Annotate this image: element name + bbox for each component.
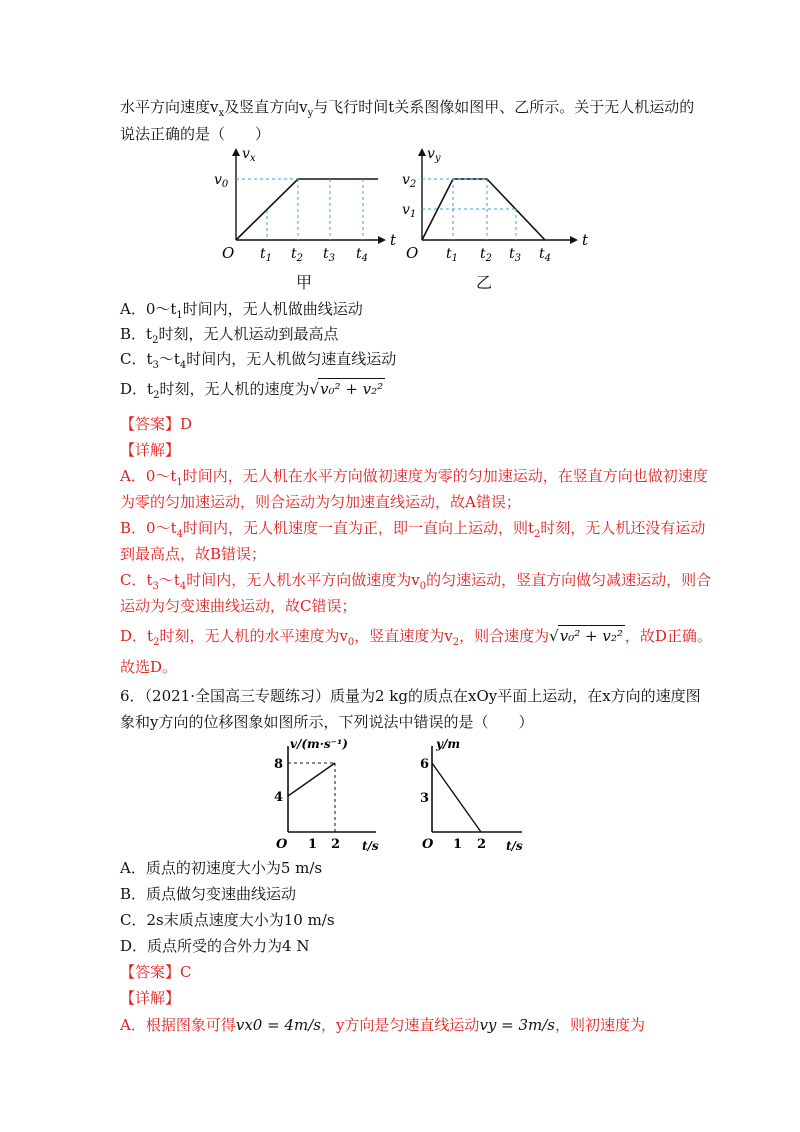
q6-stem-line-1: 6．（2021·全国高三专题练习）质量为2 kg的质点在xOy平面上运动，在x方向的速度图 — [120, 687, 701, 705]
tick-6: 6 — [420, 757, 430, 772]
graph-label-jia: 甲 — [296, 273, 313, 292]
q5-detail-c-2: 运动为匀变速曲线运动，故C错误； — [120, 597, 357, 615]
q5-graph-vx — [214, 146, 397, 264]
vx-line — [288, 763, 335, 796]
q5-detail-d-1: D．$t_2$时刻，无人机的水平速度为$v_0$，竖直速度为$v_2$，则合速度为√v₀² + v₂² ，故D正确。 — [120, 627, 712, 648]
q5-graph-vy — [402, 146, 589, 264]
t2-tick-label: $t_2$ — [480, 246, 493, 264]
vx-axis-label: $v_x$ — [242, 146, 256, 164]
q6-stem-line-2: 象和y方向的位移图象如图所示，下列说法中错误的是（ ） — [120, 713, 534, 731]
y-line — [432, 763, 481, 832]
tick-1: 1 — [308, 837, 318, 852]
vy-axis-label: $v_y$ — [427, 146, 441, 164]
q6-graph-y — [420, 737, 523, 853]
y-axis-label: y/m — [436, 737, 461, 751]
tick-2: 2 — [477, 837, 487, 852]
y-axis-arrow — [232, 148, 240, 156]
t-axis-label: t/s — [362, 839, 379, 853]
x-axis-arrow — [570, 236, 578, 244]
vx-line — [236, 179, 378, 240]
t2-tick-label: $t_2$ — [291, 246, 304, 264]
q5-option-a: A．$0\sim t_1$时间内，无人机做曲线运动 — [120, 300, 363, 321]
v-axis-label: v/(m·s⁻¹) — [290, 737, 348, 751]
q5-stem-line-2: 说法正确的是（ ） — [120, 125, 271, 143]
q5-option-d: D．$t_2$时刻，无人机的速度为√v₀² + v₂² — [120, 380, 384, 401]
q5-detail-b-2: 到最高点，故B错误； — [120, 545, 267, 563]
t4-tick-label: $t_4$ — [539, 246, 552, 264]
origin-label: O — [406, 244, 419, 262]
q5-answer: 【答案】D — [120, 415, 193, 433]
v2-tick-label: $v_2$ — [402, 172, 417, 190]
t1-tick-label: $t_1$ — [446, 246, 459, 264]
tick-2: 2 — [331, 837, 341, 852]
q5-option-b: B．$t_2$时刻，无人机运动到最高点 — [120, 325, 339, 346]
t1-tick-label: $t_1$ — [260, 246, 273, 264]
q5-detail-c-1: C．$t_3\sim t_4$时间内，无人机水平方向做速度为$v_0$的匀速运动，竖直方向做匀减速运动，则合 — [120, 571, 712, 592]
q6-option-c: C．2s末质点速度大小为10 m/s — [120, 911, 335, 929]
t-axis-label: t — [582, 231, 589, 249]
origin-label: O — [276, 837, 288, 852]
q6-detail-a: A．根据图象可得vx0 = 4m/s，y方向是匀速直线运动vy = 3m/s，则初速度为 — [120, 1016, 646, 1034]
t-axis-label: t — [390, 231, 397, 249]
tick-1: 1 — [453, 837, 463, 852]
origin-label: O — [422, 837, 434, 852]
q5-detail-label: 【详解】 — [120, 441, 181, 459]
tick-3: 3 — [420, 791, 430, 806]
x-axis-arrow — [378, 236, 386, 244]
q5-conclusion: 故选D。 — [120, 658, 178, 676]
q5-graphs — [210, 140, 600, 290]
q5-detail-a-1: A．$0\sim t_1$时间内，无人机在水平方向做初速度为零的匀加速运动，在竖直方向也做初速度 — [120, 467, 708, 488]
t3-tick-label: $t_3$ — [323, 246, 336, 264]
q6-option-d: D．质点所受的合外力为4 N — [120, 937, 310, 955]
t-axis-label: t/s — [506, 839, 523, 853]
sqrt-expression: v₀² + v₂² — [320, 380, 384, 398]
q6-answer: 【答案】C — [120, 963, 192, 981]
q5-option-c: C．$t_3\sim t_4$时间内，无人机做匀速直线运动 — [120, 350, 397, 371]
t4-tick-label: $t_4$ — [356, 246, 369, 264]
q5-detail-a-2: 为零的匀加速运动，则合运动为匀加速直线运动，故A错误； — [120, 493, 521, 511]
q6-detail-label: 【详解】 — [120, 989, 181, 1007]
formula-vy: vy = 3m/s — [479, 1016, 556, 1034]
v1-tick-label: $v_1$ — [402, 202, 417, 220]
y-axis-arrow — [418, 148, 426, 156]
q5-detail-b-1: B．$0\sim t_4$时间内，无人机速度一直为正，即一直向上运动，则$t_2$时刻，无人机还没有运动 — [120, 519, 706, 540]
q6-graphs — [270, 734, 540, 854]
v0-tick-label: $v_0$ — [214, 172, 229, 190]
tick-8: 8 — [274, 757, 284, 772]
formula-vx0: vx0 = 4m/s — [235, 1016, 321, 1034]
origin-label: O — [222, 244, 235, 262]
sqrt-expression: v₀² + v₂² — [559, 627, 623, 645]
q6-option-b: B．质点做匀变速曲线运动 — [120, 885, 297, 903]
q5-stem-line-1: 水平方向速度$v_x$及竖直方向$v_y$与飞行时间t关系图像如图甲、乙所示。关于无人机运动的 — [120, 98, 695, 119]
q6-option-a: A．质点的初速度大小为5 m/s — [120, 859, 323, 877]
t3-tick-label: $t_3$ — [509, 246, 522, 264]
graph-label-yi: 乙 — [476, 273, 493, 292]
q6-graph-vx — [274, 737, 379, 853]
tick-4: 4 — [274, 790, 284, 805]
